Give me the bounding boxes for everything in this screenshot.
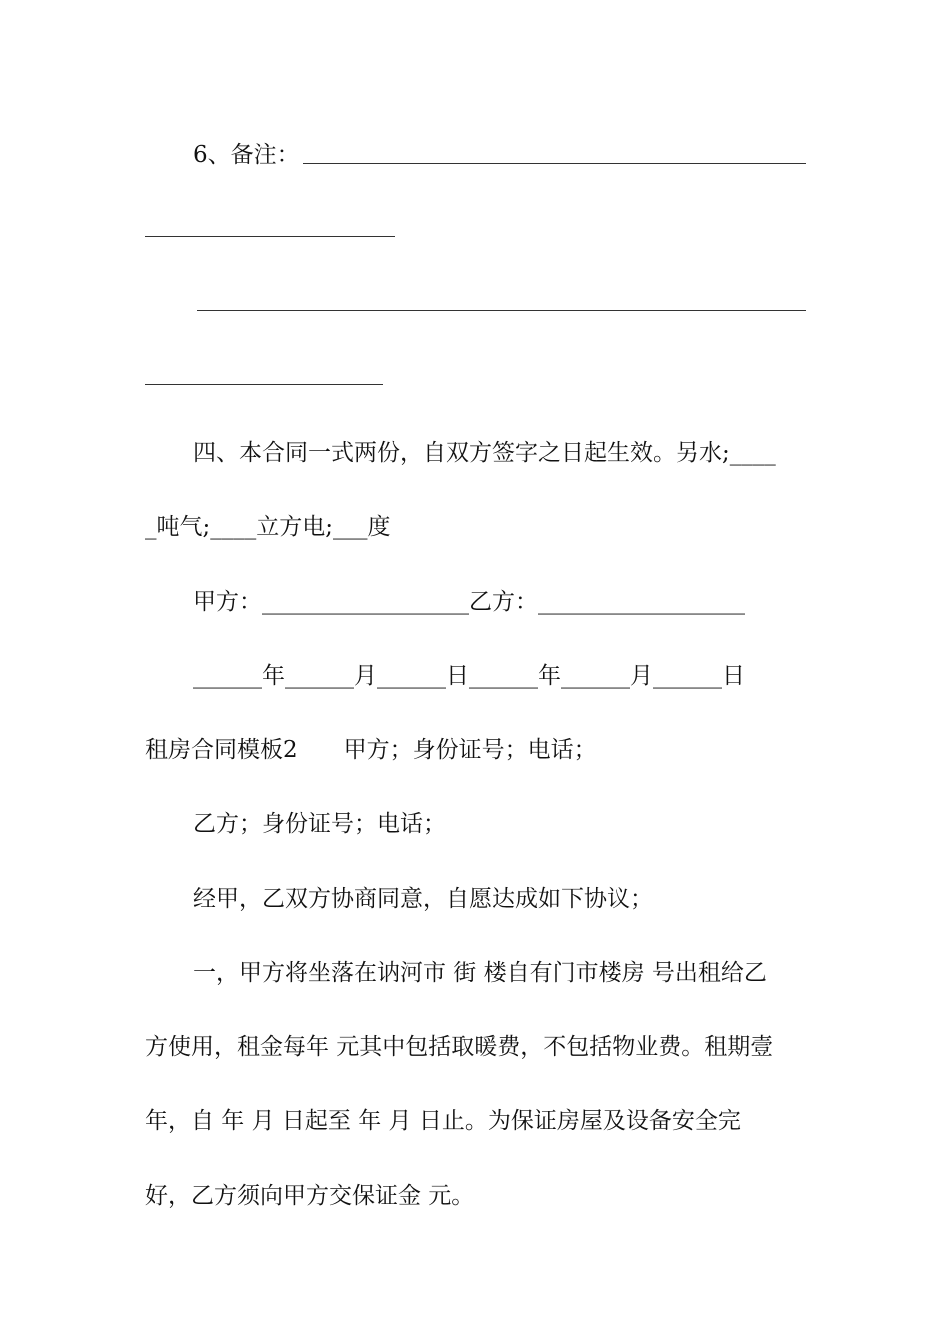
remark-blank-line-1 [303, 163, 806, 164]
clause-one-line-1: 一，甲方将坐落在讷河市 街 楼自有门市楼房 号出租给乙 [193, 960, 767, 986]
clause-one-line-3: 年，自 年 月 日起至 年 月 日止。为保证房屋及设备安全完 [145, 1108, 741, 1134]
party-b-info: 乙方；身份证号；电话； [193, 811, 446, 837]
clause-four-line-1: 四、本合同一式两份，自双方签字之日起生效。另水;____ [193, 440, 776, 466]
template-2-title-line: 租房合同模板2 甲方；身份证号；电话； [145, 737, 597, 763]
clause-one-line-4: 好，乙方须向甲方交保证金 元。 [145, 1183, 475, 1209]
signature-date-line: ______年______月______日______年______月______日 [193, 663, 745, 689]
remark-blank-line-4 [145, 384, 383, 385]
party-signature-line: 甲方：__________________乙方：__________________ [193, 589, 745, 615]
clause-four-line-2: _吨气;____立方电;___度 [145, 514, 391, 540]
remark-label: 6、备注： [193, 142, 300, 168]
remark-blank-line-3 [197, 310, 806, 311]
remark-blank-line-2 [145, 236, 395, 237]
agreement-intro: 经甲，乙双方协商同意，自愿达成如下协议； [193, 886, 653, 912]
clause-one-line-2: 方使用，租金每年 元其中包括取暖费，不包括物业费。租期壹 [145, 1034, 774, 1060]
